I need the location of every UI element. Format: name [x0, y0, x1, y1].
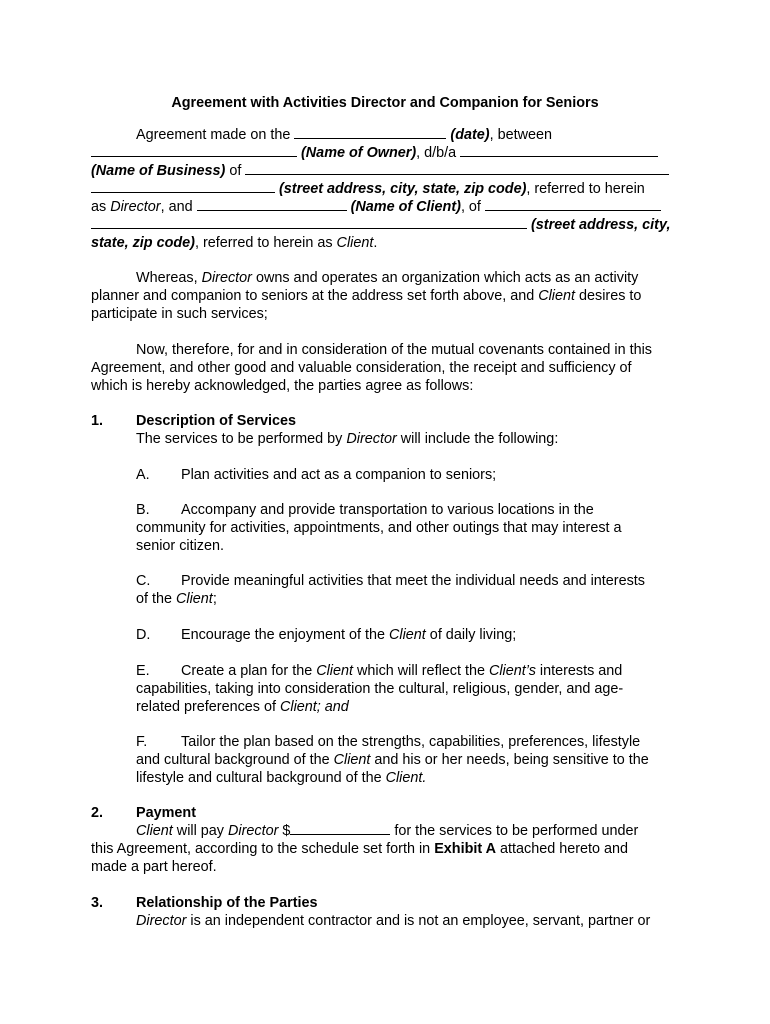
intro-line-4: (street address, city, state, zip code), referred to herein	[91, 180, 681, 198]
now-therefore-paragraph: Now, therefore, for and in consideration of the mutual covenants contained in this Agreement, and other good and valuable consideration, the receipt and sufficiency of which is hereby acknowledged, the parties agree as follows:	[91, 342, 652, 394]
client-address-blank-2[interactable]	[91, 216, 527, 229]
section-number: 1.	[91, 413, 104, 429]
intro-line-7: state, zip code), referred to herein as Client.	[91, 235, 378, 251]
list-item-f: F. Tailor the plan based on the strengths, capabilities, preferences, lifestyle and cultural background of the Client and his or her needs, being sensitive to the lifestyle and cultural background of the Client.	[136, 734, 649, 786]
business-address-blank[interactable]	[245, 162, 669, 175]
intro-line-1: Agreement made on the (date), between	[136, 127, 552, 143]
payment-amount-blank[interactable]	[290, 822, 390, 835]
intro-line-3: (Name of Business) of	[91, 162, 681, 180]
business-address-blank-2[interactable]	[91, 180, 275, 193]
section-1: 1. Description of Services The services to be performed by Director will include the following:	[91, 413, 559, 447]
list-item-e: E. Create a plan for the Client which will reflect the Client’s interests and capabilities, taking into consideration the cultural, religious, gender, and age- related preferences of Client; and	[136, 663, 624, 715]
list-item-b: B. Accompany and provide transportation to various locations in the community for activities, appointments, and other outings that may interest a senior citizen.	[136, 502, 622, 554]
business-name-blank[interactable]	[460, 144, 658, 157]
intro-line-2: (Name of Owner), d/b/a	[91, 144, 681, 162]
date-blank[interactable]	[294, 126, 446, 139]
section-heading: Relationship of the Parties	[136, 895, 318, 911]
section-3: 3. Relationship of the Parties Director is an independent contractor and is not an employee, servant, partner or	[91, 895, 651, 929]
intro-paragraph	[91, 126, 681, 252]
list-item-c: C. Provide meaningful activities that meet the individual needs and interests of the Client;	[136, 573, 645, 607]
list-item-a: A. Plan activities and act as a companion to seniors;	[136, 467, 497, 483]
document-title: Agreement with Activities Director and Companion for Seniors	[171, 95, 599, 111]
client-name-blank[interactable]	[197, 198, 347, 211]
section-2: 2. Payment Client will pay Director $ for the services to be performed under this Agreement, according to the schedule set forth in Exhibit A attached hereto and made a part hereof.	[91, 805, 639, 875]
client-address-blank[interactable]	[485, 198, 661, 211]
section-number: 3.	[91, 895, 104, 911]
whereas-paragraph: Whereas, Director owns and operates an organization which acts as an activity planner and companion to seniors at the address set forth above, and Client desires to participate in such services;	[91, 270, 642, 322]
list-item-d: D. Encourage the enjoyment of the Client of daily living;	[136, 627, 517, 643]
intro-line-5: as Director, and (Name of Client), of	[91, 198, 681, 216]
intro-line-6: (street address, city,	[91, 216, 681, 234]
section-heading: Description of Services	[136, 413, 296, 429]
section-number: 2.	[91, 805, 104, 821]
section-heading: Payment	[136, 805, 196, 821]
owner-name-blank[interactable]	[91, 144, 297, 157]
